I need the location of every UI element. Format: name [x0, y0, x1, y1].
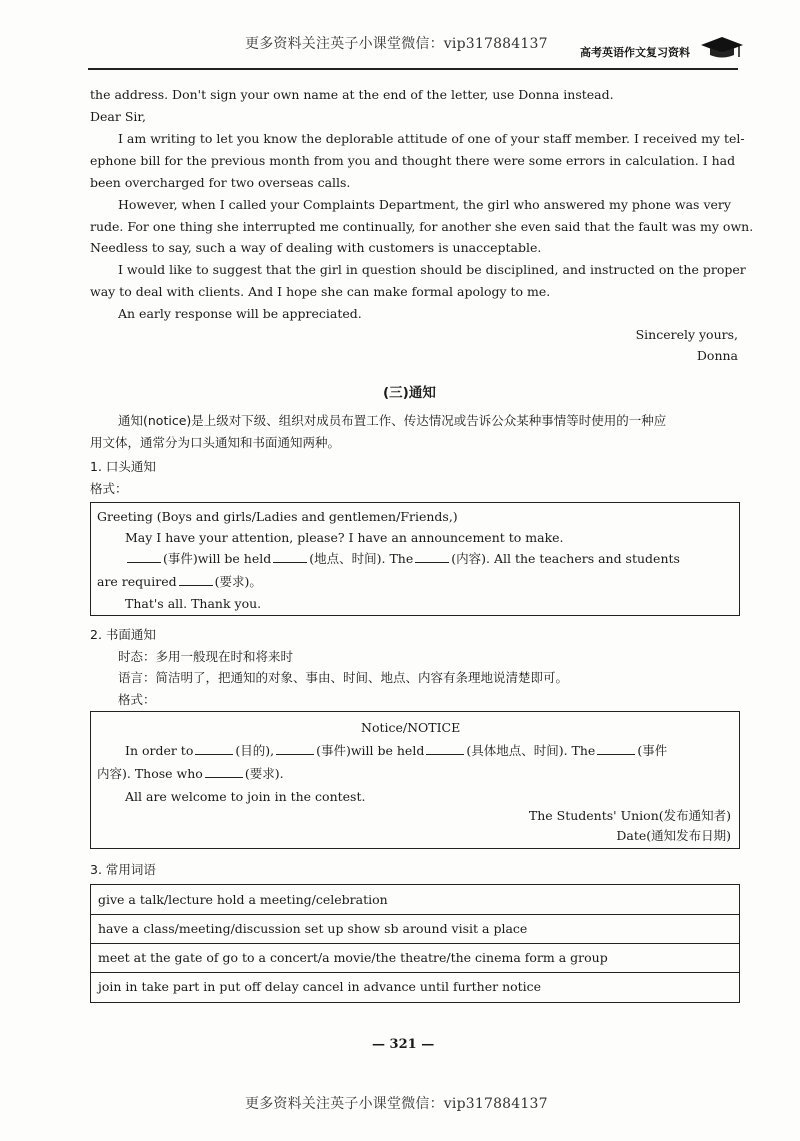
letter-line: However, when I called your Complaints Department, the girl who answered my phone was very: [118, 197, 731, 212]
phrase-row: meet at the gate of go to a concert/a movie/the theatre/the cinema form a group: [91, 943, 739, 973]
written-line: All are welcome to join in the contest.: [125, 789, 366, 804]
letter-line: way to deal with clients. And I hope she can make formal apology to me.: [90, 284, 551, 299]
section-title: (三)通知: [383, 385, 436, 401]
section-intro: 通知(notice)是上级对下级、组织对成员布置工作、传达情况或告诉公众某种事情等时使用的一种应: [118, 413, 667, 428]
blank: [195, 743, 233, 755]
letter-line: I would like to suggest that the girl in question should be disciplined, and instructed on the proper: [118, 262, 746, 277]
letter-signature: Donna: [696, 348, 738, 363]
phrase-row: have a class/meeting/discussion set up show sb around visit a place: [91, 914, 739, 944]
header-rule: [88, 68, 738, 70]
letter-line: Needless to say, such a way of dealing with customers is unacceptable.: [90, 240, 542, 255]
oral-notice-template: [90, 502, 740, 616]
letter-line: rude. For one thing she interrupted me continually, for another she even said that the fault was my own.: [90, 219, 754, 234]
letter-line: ephone bill for the previous month from you and thought there were some errors in calculation. I had: [90, 153, 736, 168]
oral-line: May I have your attention, please? I have an announcement to make.: [125, 530, 564, 545]
section-intro: 用文体，通常分为口头通知和书面通知两种。: [90, 435, 341, 450]
oral-greeting: Greeting (Boys and girls/Ladies and gentlemen/Friends,): [97, 509, 458, 524]
blank: [597, 743, 635, 755]
blank: [415, 551, 449, 563]
written-date: Date(通知发布日期): [616, 828, 731, 843]
blank: [276, 743, 314, 755]
oral-notice-heading: 1. 口头通知: [90, 459, 156, 474]
blank: [127, 551, 161, 563]
written-line: In order to (目的), (事件)will be held (具体地点、时间). The (事件: [125, 743, 668, 758]
oral-line: That's all. Thank you.: [125, 596, 262, 611]
letter-line: been overcharged for two overseas calls.: [90, 175, 351, 190]
blank: [273, 551, 307, 563]
format-label: 格式：: [90, 481, 128, 496]
letter-closing: Sincerely yours,: [635, 327, 738, 342]
letter-salutation: Dear Sir,: [90, 109, 146, 124]
written-signer: The Students' Union(发布通知者): [528, 808, 731, 823]
written-line: 内容). Those who (要求).: [97, 766, 284, 781]
letter-line: An early response will be appreciated.: [118, 306, 362, 321]
phrases-table: [90, 884, 740, 1003]
watermark-top: 更多资料关注英子小课堂微信：vip317884137: [245, 36, 548, 52]
written-notice-heading: 2. 书面通知: [90, 627, 156, 642]
oral-line: (事件)will be held (地点、时间). The (内容). All the teachers and students: [125, 551, 680, 567]
header-title: 高考英语作文复习资料: [580, 46, 690, 59]
blank: [426, 743, 464, 755]
phrases-heading: 3. 常用词语: [90, 862, 156, 877]
letter-line: the address. Don't sign your own name at the end of the letter, use Donna instead.: [90, 87, 614, 102]
language-note: 语言：简洁明了，把通知的对象、事由、时间、地点、内容有条理地说清楚即可。: [118, 670, 569, 685]
written-notice-template: [90, 711, 740, 849]
graduation-cap-icon: [700, 34, 744, 60]
phrase-row: join in take part in put off delay cancel in advance until further notice: [98, 979, 542, 994]
written-notice-title: Notice/NOTICE: [361, 720, 461, 735]
oral-line: are required (要求)。: [97, 574, 262, 589]
tense-note: 时态：多用一般现在时和将来时: [118, 649, 294, 664]
watermark-bottom: 更多资料关注英子小课堂微信：vip317884137: [245, 1096, 548, 1112]
blank: [205, 766, 243, 778]
phrase-row: give a talk/lecture hold a meeting/celebration: [91, 885, 739, 915]
blank: [179, 574, 213, 586]
letter-line: I am writing to let you know the deplorable attitude of one of your staff member. I received my tel-: [118, 131, 745, 146]
page-number: — 321 —: [372, 1037, 435, 1052]
format-label: 格式：: [118, 692, 156, 707]
